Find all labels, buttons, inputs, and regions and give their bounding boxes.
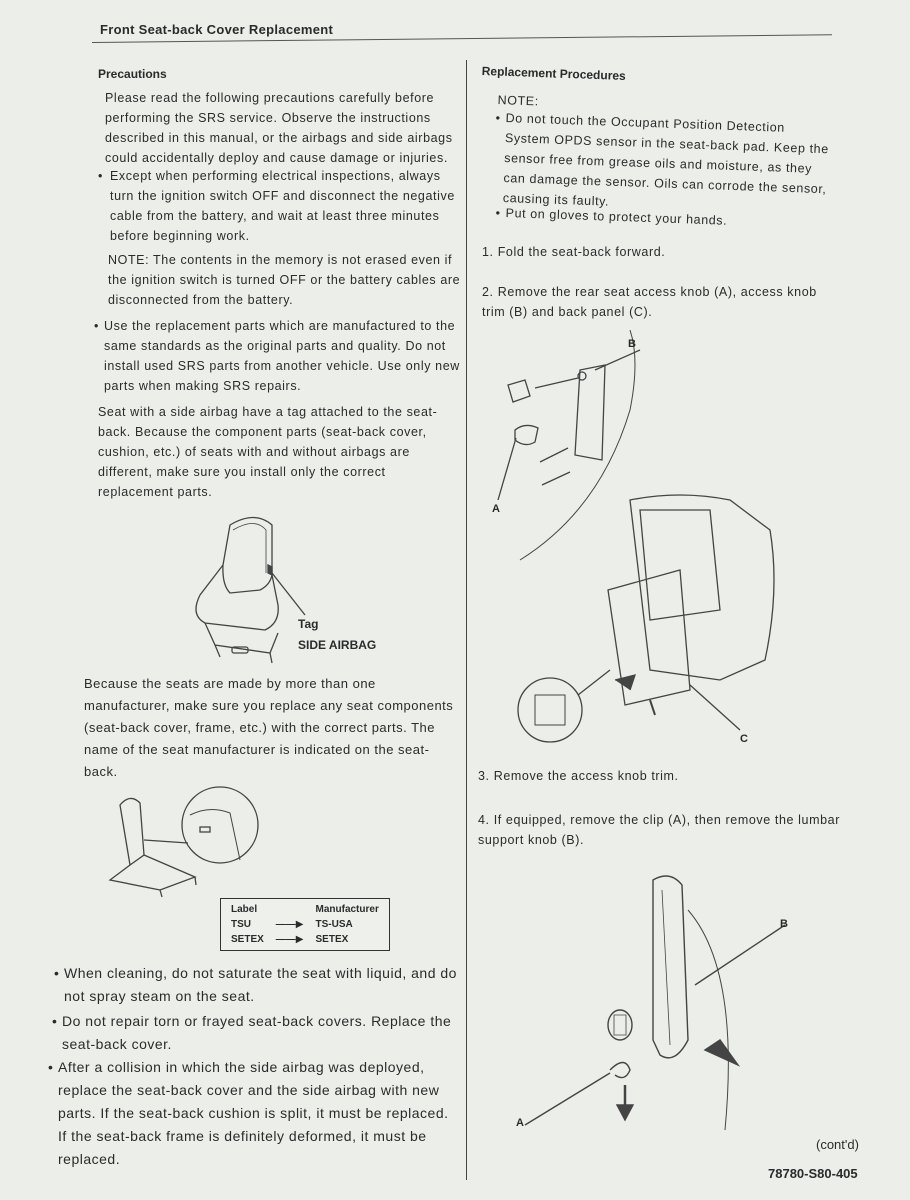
legend-row [225, 917, 385, 932]
manufacturer-legend [220, 898, 390, 951]
legend-col-manufacturer: Manufacturer [315, 904, 379, 915]
step-4: 4. If equipped, remove the clip (A), then remove the lumbar support knob (B). [478, 813, 840, 847]
bullet-cleaning: When cleaning, do not saturate the seat with liquid, and do not spray steam on the seat. [64, 965, 457, 1004]
precautions-heading: Precautions [98, 67, 167, 81]
bullet-marker: • [495, 110, 501, 126]
column-divider [466, 60, 467, 1180]
legend-header-row [225, 902, 385, 917]
memory-note: NOTE: The contents in the memory is not erased even if the ignition switch is turned OFF or the battery cables are disconnected from the battery. [108, 253, 461, 307]
arrow-icon: ——▶ [275, 919, 304, 930]
legend-label-cell: SETEX [231, 934, 264, 945]
step-3: 3. Remove the access knob trim. [478, 769, 679, 783]
note-opds-sensor: Do not touch the Occupant Position Detection System OPDS sensor in the seat-back pad. Keep the sensor free from grease oils and moisture, as they can damage the sensor. Oils can corrode the sensor, causing its faulty. [502, 110, 829, 209]
bullet-repair: Do not repair torn or frayed seat-back covers. Replace the seat-back cover. [62, 1013, 452, 1052]
bullet-marker: • [495, 205, 501, 221]
seat-tag-paragraph: Seat with a side airbag have a tag attached to the seat-back. Because the component parts (seat-back cover, cushion, etc.) of seats with and without airbags are different, make sure you install only the correct replacement parts. [98, 405, 438, 499]
bullet-marker: • [94, 319, 99, 333]
note-label: NOTE: [497, 92, 540, 109]
seat-label-figure [100, 785, 270, 900]
bullet-marker: • [98, 169, 103, 183]
step-2: 2. Remove the rear seat access knob (A), access knob trim (B) and back panel (C). [482, 285, 817, 319]
legend-manufacturer-cell: SETEX [315, 934, 349, 945]
legend-row [225, 932, 385, 947]
bullet-collision: After a collision in which the side airbag was deployed, replace the seat-back cover and the side airbag with new parts. If the seat-back cushion is split, it must be replaced. If the seat-back frame is definitely deformed, it must be replaced. [58, 1059, 449, 1167]
bullet-marker: • [54, 965, 60, 981]
bullet-replacement-parts: Use the replacement parts which are manufactured to the same standards as the original parts and quality. Do not install used SRS parts from another vehicle. Use only new parts when making SRS repairs. [104, 319, 460, 393]
fig2-label-a: A [492, 503, 500, 515]
legend-label-cell: TSU [231, 919, 251, 930]
document-code: 78780-S80-405 [768, 1166, 858, 1181]
page-title: Front Seat-back Cover Replacement [100, 22, 334, 37]
seatback-disassembly-figure [480, 330, 850, 750]
bullet-marker: • [52, 1013, 58, 1029]
manufacturer-paragraph: Because the seats are made by more than one manufacturer, make sure you replace any seat components (seat-back cover, frame, etc.) with the correct parts. The name of the seat manufacturer is indicated on the seat-back. [84, 676, 454, 779]
step-1: 1. Fold the seat-back forward. [482, 245, 666, 259]
bullet-ignition: Except when performing electrical inspections, always turn the ignition switch OFF and disconnect the negative cable from the battery, and wait at least three minutes before beginning work. [110, 169, 455, 243]
bullet-marker: • [48, 1059, 54, 1075]
intro-paragraph: Please read the following precautions carefully before performing the SRS service. Observe the instructions described in this manual, or the airbags and side airbags could accidentally deploy and cause damage or injuries. [105, 91, 453, 165]
lumbar-knob-figure [510, 870, 810, 1140]
seat-tag-figure [160, 505, 420, 665]
replacement-heading: Replacement Procedures [481, 64, 626, 84]
fig2-label-b: B [628, 338, 636, 350]
legend-table [225, 902, 385, 947]
note-gloves: Put on gloves to protect your hands. [505, 205, 728, 228]
fig3-label-b: B [780, 918, 788, 930]
fig3-label-a: A [516, 1117, 524, 1129]
fig1-side-airbag-label: SIDE AIRBAG [298, 638, 377, 652]
arrow-icon: ——▶ [275, 934, 304, 945]
fig2-label-c: C [740, 733, 748, 745]
legend-manufacturer-cell: TS-USA [315, 919, 353, 930]
legend-col-label: Label [231, 904, 258, 915]
fig1-tag-label: Tag [298, 617, 319, 631]
continued-label: (cont'd) [816, 1137, 859, 1152]
